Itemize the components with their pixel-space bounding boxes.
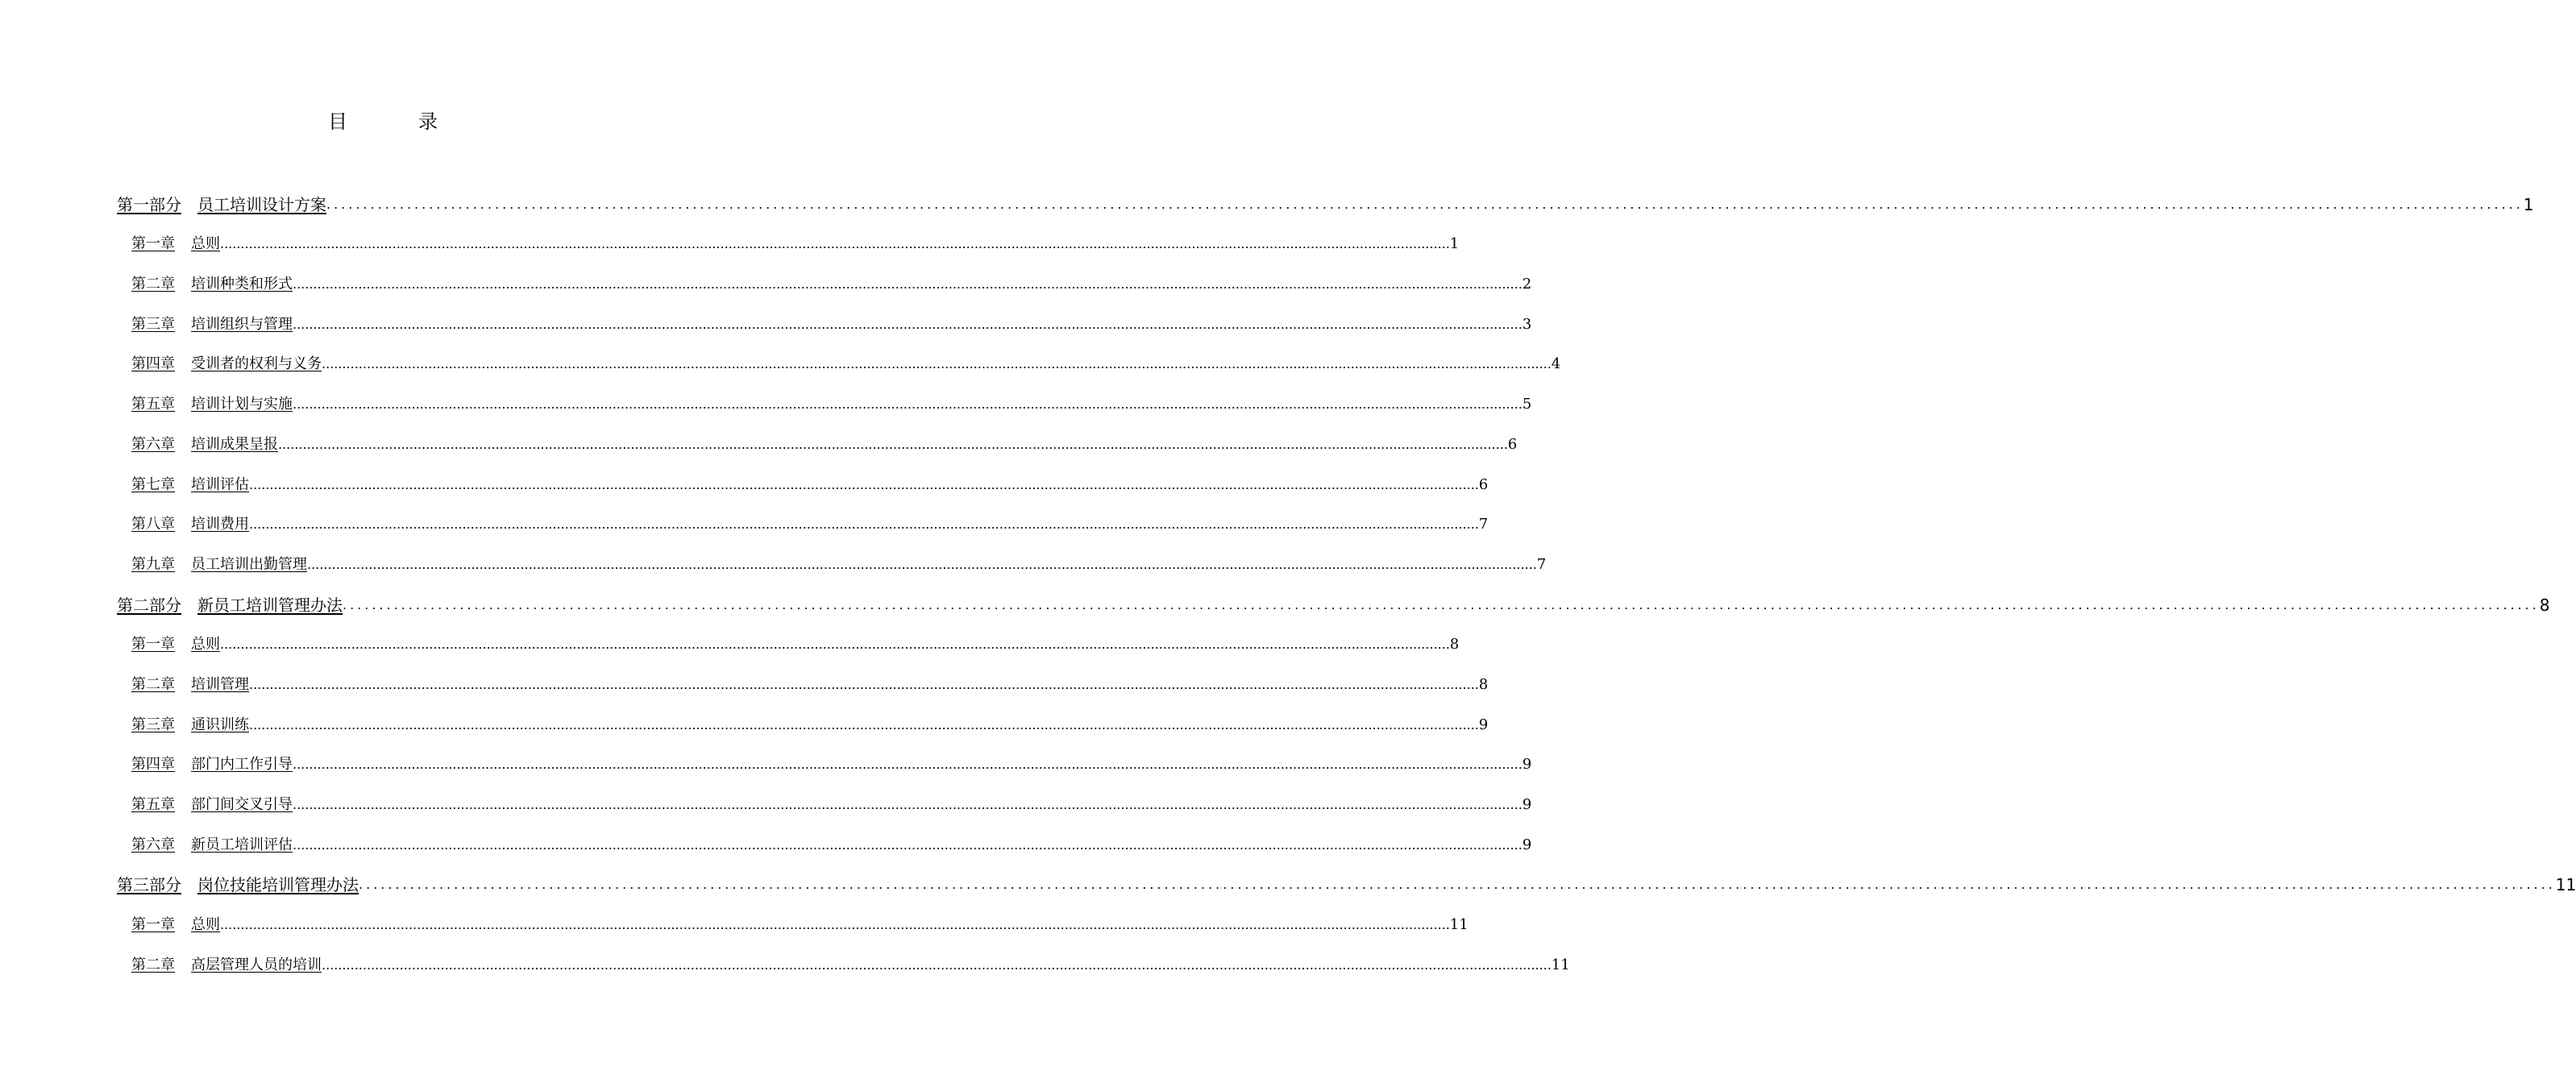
toc-entry-label	[117, 192, 326, 218]
toc-entry-number: 第一章	[131, 916, 175, 934]
toc-entry-title: 培训种类和形式	[191, 276, 293, 293]
toc-entry-title: 部门间交叉引导	[191, 796, 293, 813]
toc-chapter-link[interactable]	[117, 500, 1489, 540]
toc-dot-leader: ............................................................................................................................................................................................................................................................................................................	[293, 396, 1523, 413]
toc-chapter-link[interactable]	[117, 379, 1532, 419]
toc-entry-label	[131, 674, 249, 696]
toc-page-number: 9	[1478, 716, 1489, 733]
toc-entry-number: 第三章	[131, 716, 175, 733]
toc-entry-label	[131, 753, 293, 776]
toc-entry-title: 总则	[191, 235, 220, 253]
toc-page-number: 6	[1478, 475, 1489, 493]
toc-chapter-link[interactable]	[117, 740, 1532, 780]
toc-entry-title: 新员工培训管理办法	[197, 595, 343, 615]
toc-entry-title: 高层管理人员的培训	[191, 956, 322, 973]
toc-entry-label	[131, 554, 307, 576]
toc-page-number: 11	[1449, 916, 1469, 934]
toc-entry-title: 培训费用	[191, 516, 249, 533]
toc-entry-title: 新员工培训评估	[191, 836, 293, 853]
toc-part-link[interactable]	[117, 860, 2576, 900]
toc-entry-label	[117, 592, 343, 618]
toc-page-number: 11	[1551, 956, 1570, 973]
toc-page-number: 3	[1522, 315, 1532, 333]
toc-chapter-link[interactable]	[117, 699, 1489, 740]
toc-chapter-link[interactable]	[117, 219, 1460, 259]
toc-chapter-link[interactable]	[117, 899, 1469, 940]
toc-page-number: 7	[1536, 555, 1547, 573]
toc-entry-title: 岗位技能培训管理办法	[197, 875, 359, 895]
toc-chapter-link[interactable]	[117, 339, 1561, 380]
toc-entry-label	[131, 794, 293, 816]
toc-chapter-link[interactable]	[117, 459, 1489, 500]
toc-chapter-link[interactable]	[117, 659, 1489, 699]
toc-entry-label	[131, 834, 293, 857]
toc-page-number: 8	[1478, 675, 1489, 693]
toc-entry-number: 第三部分	[117, 875, 181, 895]
toc-part-link[interactable]	[117, 179, 2534, 219]
toc-chapter-link[interactable]	[117, 820, 1532, 860]
toc-chapter-link[interactable]	[117, 419, 1518, 459]
toc-dot-leader: ............................................................................................................................................................................................................................................................................................................	[249, 716, 1479, 732]
toc-entry-number: 第三章	[131, 315, 175, 333]
toc-page-number: 9	[1522, 796, 1532, 813]
toc-entry-number: 第七章	[131, 475, 175, 493]
toc-entry-label	[131, 353, 322, 376]
toc-page-number: 4	[1551, 355, 1561, 373]
toc-entry-title: 培训评估	[191, 475, 249, 493]
table-of-contents	[117, 179, 2576, 980]
toc-page-number: 9	[1522, 756, 1532, 774]
toc-entry-number: 第一章	[131, 235, 175, 253]
toc-entry-number: 第二章	[131, 276, 175, 293]
toc-chapter-link[interactable]	[117, 620, 1460, 660]
toc-entry-title: 培训组织与管理	[191, 315, 293, 333]
toc-entry-label	[131, 474, 249, 496]
toc-dot-leader: ............................................................................................................................................................................................................................................................................................................	[220, 236, 1450, 252]
toc-dot-leader: ............................................................................................................................................................................................................................................................................................................	[220, 637, 1450, 653]
toc-dot-leader: ............................................................................................................................................................................................................................................................................................................	[249, 517, 1479, 533]
toc-page-number: 1	[2523, 194, 2534, 214]
toc-entry-number: 第五章	[131, 396, 175, 413]
toc-dot-leader: ............................................................................................................................................................................................................................................................................................................	[293, 797, 1523, 812]
toc-entry-label	[131, 914, 220, 936]
toc-dot-leader: ............................................................................................................................................................................................................................................................................................................	[293, 276, 1523, 293]
toc-chapter-link[interactable]	[117, 940, 1570, 980]
toc-entry-title: 部门内工作引导	[191, 756, 293, 774]
toc-entry-title: 受训者的权利与义务	[191, 355, 322, 373]
toc-dot-leader: ............................................................................................................................................................................................................................................................................................................	[278, 436, 1508, 452]
toc-dot-leader: ............................................................................................................................................................................................................................................................................................................	[249, 676, 1479, 692]
toc-entry-title: 培训管理	[191, 675, 249, 693]
toc-chapter-link[interactable]	[117, 539, 1547, 579]
toc-entry-label	[131, 313, 293, 336]
toc-entry-label	[131, 393, 293, 416]
toc-entry-title: 培训成果呈报	[191, 435, 278, 453]
toc-entry-number: 第一部分	[117, 194, 181, 214]
toc-page-number: 9	[1522, 836, 1532, 853]
toc-entry-title: 员工培训设计方案	[197, 194, 326, 214]
toc-entry-number: 第六章	[131, 836, 175, 853]
toc-entry-number: 第二章	[131, 956, 175, 973]
toc-page-number: 7	[1478, 516, 1489, 533]
toc-page-number: 6	[1507, 435, 1518, 453]
toc-page-number: 2	[1522, 276, 1532, 293]
toc-entry-number: 第五章	[131, 796, 175, 813]
toc-entry-label	[117, 872, 359, 898]
toc-entry-title: 员工培训出勤管理	[191, 555, 307, 573]
toc-dot-leader: ............................................................................................................................................................................................................................................................................................................	[293, 757, 1523, 773]
toc-dot-leader: ............................................................................................................................................................................................................................................................................................................	[220, 917, 1450, 933]
toc-entry-title: 培训计划与实施	[191, 396, 293, 413]
toc-entry-label	[131, 273, 293, 296]
toc-dot-leader: ............................................................................................................................................................................................................................................................................................................	[326, 196, 2524, 212]
toc-page-number: 1	[1449, 235, 1460, 253]
toc-dot-leader: ............................................................................................................................................................................................................................................................................................................	[249, 476, 1479, 492]
toc-dot-leader: ............................................................................................................................................................................................................................................................................................................	[307, 556, 1537, 572]
toc-entry-label	[131, 714, 249, 737]
toc-entry-label	[131, 954, 322, 977]
toc-page-number: 11	[2555, 875, 2576, 895]
toc-entry-number: 第四章	[131, 756, 175, 774]
toc-entry-number: 第二部分	[117, 595, 181, 615]
toc-entry-number: 第二章	[131, 675, 175, 693]
toc-entry-label	[131, 233, 220, 255]
toc-entry-number: 第一章	[131, 636, 175, 654]
toc-page-number: 5	[1522, 396, 1532, 413]
toc-part-link[interactable]	[117, 579, 2550, 620]
toc-chapter-link[interactable]	[117, 299, 1532, 339]
toc-entry-number: 第八章	[131, 516, 175, 533]
toc-entry-title: 通识训练	[191, 716, 249, 733]
toc-page-number: 8	[2539, 595, 2550, 615]
toc-dot-leader: ............................................................................................................................................................................................................................................................................................................	[359, 877, 2556, 893]
toc-entry-title: 总则	[191, 636, 220, 654]
toc-entry-label	[131, 633, 220, 656]
toc-title: 目 录	[328, 110, 463, 133]
toc-entry-number: 第九章	[131, 555, 175, 573]
toc-entry-label	[131, 513, 249, 536]
toc-chapter-link[interactable]	[117, 779, 1532, 820]
toc-dot-leader: ............................................................................................................................................................................................................................................................................................................	[322, 356, 1552, 372]
toc-dot-leader: ............................................................................................................................................................................................................................................................................................................	[293, 836, 1523, 853]
toc-chapter-link[interactable]	[117, 259, 1532, 299]
toc-dot-leader: ............................................................................................................................................................................................................................................................................................................	[322, 956, 1552, 973]
toc-entry-title: 总则	[191, 916, 220, 934]
toc-page-number: 8	[1449, 636, 1460, 654]
toc-entry-number: 第四章	[131, 355, 175, 373]
toc-entry-number: 第六章	[131, 435, 175, 453]
toc-entry-label	[131, 434, 278, 456]
toc-dot-leader: ............................................................................................................................................................................................................................................................................................................	[293, 316, 1523, 332]
toc-dot-leader: ............................................................................................................................................................................................................................................................................................................	[343, 596, 2540, 612]
